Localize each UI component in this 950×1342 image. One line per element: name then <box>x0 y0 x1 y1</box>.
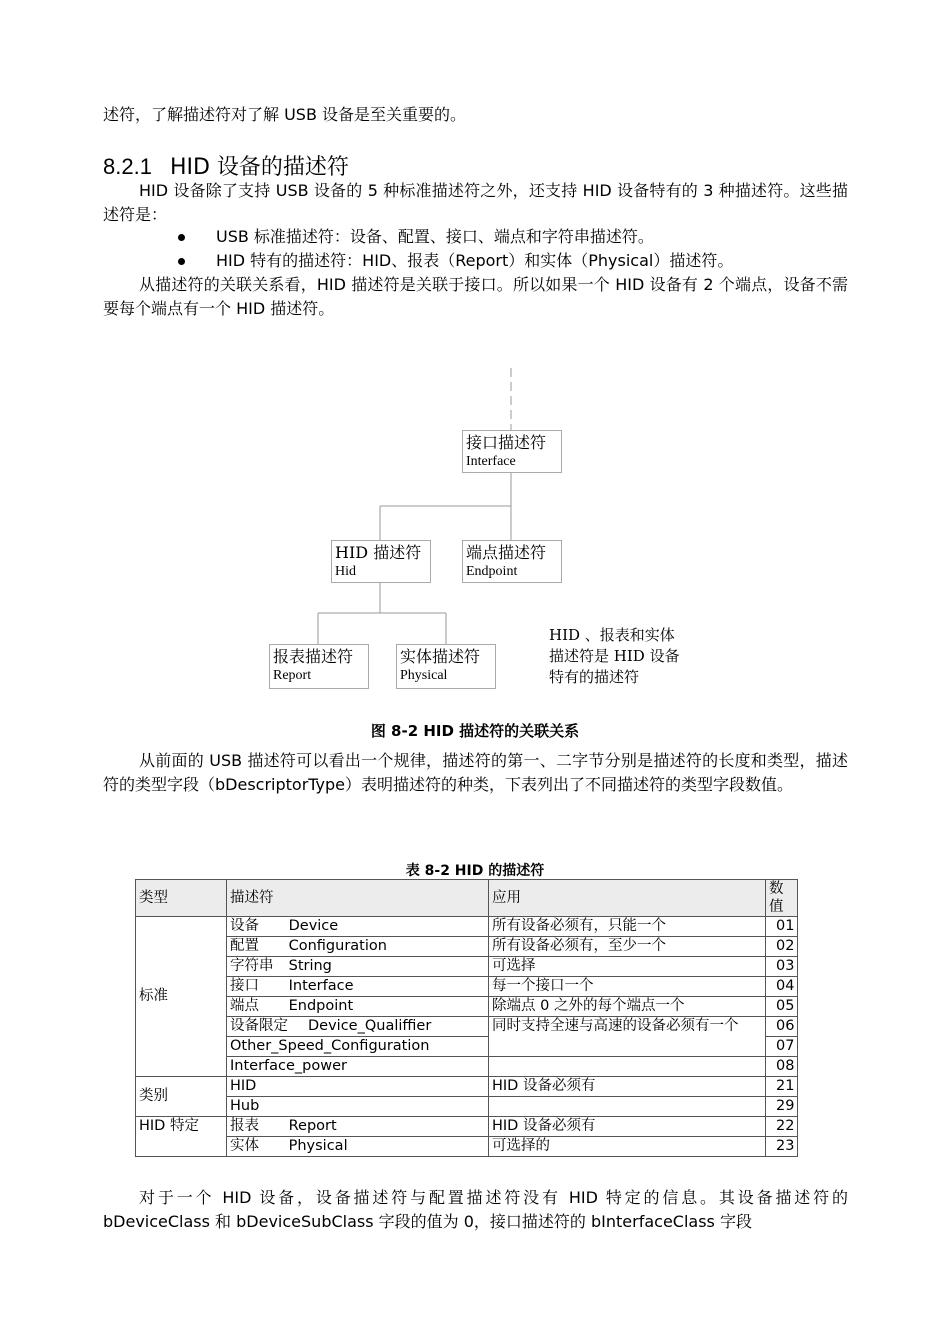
interface-descriptor-node: 接口描述符 Interface <box>462 430 562 473</box>
table-row: Other_Speed_Configuration 07 <box>136 1037 798 1057</box>
table-row: 字符串 String 可选择 03 <box>136 957 798 977</box>
bullet-icon <box>178 234 185 241</box>
bottom-paragraph: 对于一个 HID 设备，设备描述符与配置描述符没有 HID 特定的信息。其设备描述符的 bDeviceClass 和 bDeviceSubClass 字段的值为 0，接口描述符的 bInterfaceClass 字段 <box>103 1188 848 1231</box>
table-row: Interface_power 08 <box>136 1057 798 1077</box>
table-row: 配置 Configuration 所有设备必须有，至少一个 02 <box>136 937 798 957</box>
table-row: HID 特定 报表 Report HID 设备必须有 22 <box>136 1117 798 1137</box>
diagram-note: HID 、报表和实体 描述符是 HID 设备 特有的描述符 <box>549 626 680 686</box>
table-row: 类别 HID HID 设备必须有 21 <box>136 1077 798 1097</box>
group-standard: 标准 <box>136 917 227 1077</box>
table-row: 接口 Interface 每一个接口一个 04 <box>136 977 798 997</box>
table-row: 设备限定 Device_Qualiffier 同时支持全速与高速的设备必须有一个 06 <box>136 1017 798 1037</box>
section-heading <box>103 150 349 181</box>
endpoint-descriptor-node: 端点描述符 Endpoint <box>462 540 562 583</box>
hid-descriptor-node: HID 描述符 Hid <box>331 540 431 583</box>
top-line: 述符，了解描述符对了解 USB 设备是至关重要的。 <box>103 105 467 124</box>
relation-paragraph: 从描述符的关联关系看，HID 描述符是关联于接口。所以如果一个 HID 设备有 2 个端点，设备不需要每个端点有一个 HID 描述符。 <box>103 275 848 318</box>
table-row: 实体 Physical 可选择的 23 <box>136 1137 798 1157</box>
header-application: 应用 <box>489 880 766 917</box>
rule-paragraph: 从前面的 USB 描述符可以看出一个规律，描述符的第一、二字节分别是描述符的长度和类型，描述符的类型字段（bDescriptorType）表明描述符的种类，下表列出了不同描述符的类型字段数值。 <box>103 751 848 794</box>
list-item: HID 特有的描述符：HID、报表（Report）和实体（Physical）描述符。 <box>175 249 733 273</box>
section-number: 8.2.1 <box>103 154 152 179</box>
table-row: Hub 29 <box>136 1097 798 1117</box>
header-type: 类型 <box>136 880 227 917</box>
section-title: HID 设备的描述符 <box>169 155 349 180</box>
table-caption: 表 8-2 HID 的描述符 <box>405 863 545 879</box>
intro-paragraph: HID 设备除了支持 USB 设备的 5 种标准描述符之外，还支持 HID 设备特有的 3 种描述符。这些描述符是： <box>103 181 848 224</box>
group-class: 类别 <box>136 1077 227 1117</box>
descriptor-table <box>135 879 798 1157</box>
physical-descriptor-node: 实体描述符 Physical <box>396 644 496 689</box>
table-header-row <box>136 880 798 917</box>
descriptor-list <box>175 225 733 273</box>
header-value: 数值 <box>766 880 798 917</box>
header-descriptor: 描述符 <box>227 880 489 917</box>
group-hid: HID 特定 <box>136 1117 227 1157</box>
list-item: USB 标准描述符：设备、配置、接口、端点和字符串描述符。 <box>175 225 733 249</box>
figure-caption: 图 8-2 HID 描述符的关联关系 <box>370 722 580 740</box>
table-row: 端点 Endpoint 除端点 0 之外的每个端点一个 05 <box>136 997 798 1017</box>
report-descriptor-node: 报表描述符 Report <box>269 644 369 689</box>
table-row: 标准 设备 Device 所有设备必须有，只能一个 01 <box>136 917 798 937</box>
bullet-icon <box>178 258 185 265</box>
